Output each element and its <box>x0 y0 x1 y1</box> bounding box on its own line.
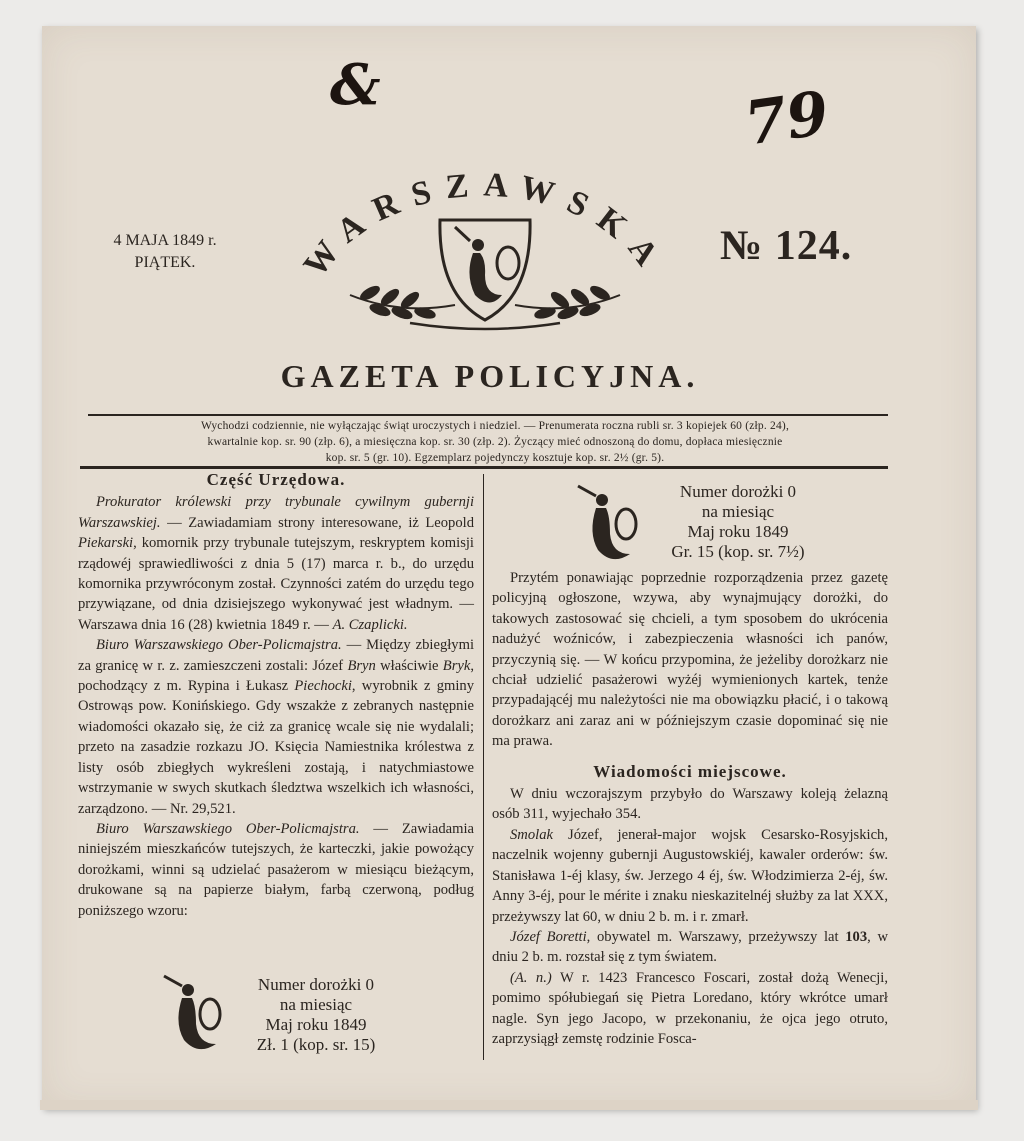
cab-ticket-specimen-right: Numer dorożki 0 na miesiąc Maj roku 1849 Gr. 15 (kop. sr. 7½) <box>671 482 805 561</box>
section-title-official: Część Urzędowa. <box>206 470 346 489</box>
issue-date <box>100 230 230 274</box>
column-divider <box>483 474 484 1060</box>
mermaid-stamp-icon <box>572 478 646 570</box>
article-source: Prokurator królewski przy trybunale cywilnym gubernji Warszawskiej. <box>78 494 474 531</box>
article-cab-tickets: Biuro Warszawskiego Ober-Policmajstra. — Zawiadamia niniejszém mieszkańców tutejszych, że karteczki, jakie powożący dorożkami, winni są udzielać pasażerom w miesiącu bieżącym, drukowane są na papierze białym, farbą czerwoną, podług poniższego wzoru: <box>78 820 474 919</box>
right-column <box>492 568 888 1049</box>
notice-line: kop. sr. 5 (gr. 10). Egzemplarz pojedynczy kosztuje kop. sr. 2½ (gr. 5). <box>325 452 665 464</box>
article-obituary-smolak: Smolak Józef, jenerał-major wojsk Cesarsko-Rosyjskich, naczelnik wojenny gubernji Augustowskiéj, kawaler orderów: św. Stanisława 1-éj klasy, św. Jerzego 4 éj, św. Włodzimierza 2-éj, św. Anny 3-éj, pour le mérite i znaku nieskazitelnéj służby za lat XXX, przeżywszy lat 60, w dniu 2 b. m. i r. zmarł. <box>492 826 888 925</box>
handwritten-ampersand-mark: & <box>330 52 381 118</box>
mermaid-stamp-icon <box>160 968 230 1060</box>
article-foscari: (A. n.) W r. 1423 Francesco Foscari, został dożą Wenecji, pomimo spółubiegań się Pietra Loredano, który wkrótce umarł nagle. Syn jego Jacopo, w przekonaniu, że ojca jego otruto, zaprzysiągł zemstę rodzinie Fosca- <box>492 969 888 1047</box>
issue-number: № 124. <box>720 223 853 269</box>
cab-ticket-specimen-left: Numer dorożki 0 na miesiąc Maj roku 1849 Zł. 1 (kop. sr. 15) <box>256 975 376 1054</box>
left-column <box>78 470 474 921</box>
article-fugitives: Biuro Warszawskiego Ober-Policmajstra. — Między zbiegłymi za granicę w r. z. zamieszczeni zostali: Józef Bryn właściwie Bryk, pochodzący z m. Rypina i Łukasz Piechocki, wyrobnik z gminy Ostrowąs pow. Konińskiego. Gdy wszakże z zebranych następnie wiadomości okazało się, że ciż za granicę wcale się nie wydalali; przeto na zasadzie rozkazu JO. Księcia Namiestnika królestwa z listy osób zbiegłych wykreśleni zostają, i natychmiastowe wstrzymanie w swych skutkach śledztwa wszelkich ich własności, zarządzono. — Nr. 29,521. <box>78 637 475 817</box>
subscription-notice <box>95 418 895 466</box>
top-rule <box>88 414 888 416</box>
article-obituary-boretti: Józef Boretti, obywatel m. Warszawy, przeżywszy lat 103, w dniu 2 b. m. rozstał się z tym światem. <box>492 928 888 966</box>
paper-bottom-edge <box>40 1100 978 1110</box>
weekday-line: PIĄTEK. <box>134 254 196 271</box>
article-railway: W dniu wczorajszym przybyło do Warszawy koleją żelazną osób 311, wyjechało 354. <box>492 786 888 823</box>
header-rule <box>80 466 888 469</box>
masthead-emblem <box>280 145 690 345</box>
date-line: 4 MAJA 1849 r. <box>113 232 217 249</box>
section-title-local-news: Wiadomości miejscowe. <box>593 761 787 781</box>
article-source: Biuro Warszawskiego Ober-Policmajstra. <box>96 820 360 837</box>
masthead-arc-title: WARSZAWSKA <box>296 166 674 284</box>
newspaper-title: GAZETA POLICYJNA. <box>280 358 700 394</box>
article-prosecutor: Prokurator królewski przy trybunale cywilnym gubernji Warszawskiej. — Zawiadamiam strony interesowane, iż Leopold Piekarski, komornik przy trybunale tutejszym, reskryptem komisji rządowéj sprawiedliwości z dnia 5 (17) marca r. b., do urzędu komornika przywróconym został. Czynności zatém do urzędu tego przywiązane, od dnia dzisiejszego wykonywać jest władnym. — Warszawa dnia 16 (28) kwietnia 1849 r. — A. Czaplicki. <box>78 494 474 633</box>
article-source: Biuro Warszawskiego Ober-Policmajstra. <box>96 637 342 654</box>
handwritten-number: 79 <box>740 78 833 160</box>
notice-line: kwartalnie kop. sr. 90 (złp. 6), a miesięczna kop. sr. 30 (złp. 2). Życzący mieć odnoszoną do domu, dopłaca miesięcznie <box>207 436 783 448</box>
notice-line: Wychodzi codziennie, nie wyłączając świąt uroczystych i niedziel. — Prenumerata roczna rubli sr. 3 kopiejek 60 (złp. 24), <box>200 420 790 432</box>
article-cab-tickets-cont: Przytém ponawiając poprzednie rozporządzenia przez gazetę policyjną ogłoszone, wzywa, aby wynajmujący dorożki, do takowych zastosować się chcieli, a tym sposobem do ukrócenia nadużyć woźniców, i zabezpieczenia własności ich panów, przyczynią się. — W końcu przypomina, że jeżeliby dorożkarz nie chciał udzielić pasażerowi wyżéj wymienionych kartek, tenże przypadającéj mu należytości nie ma obowiązku płacić, i o takową dorożkarz ani zaraz ani w późniejszym czasie dopominać się nie ma prawa. <box>492 570 888 750</box>
